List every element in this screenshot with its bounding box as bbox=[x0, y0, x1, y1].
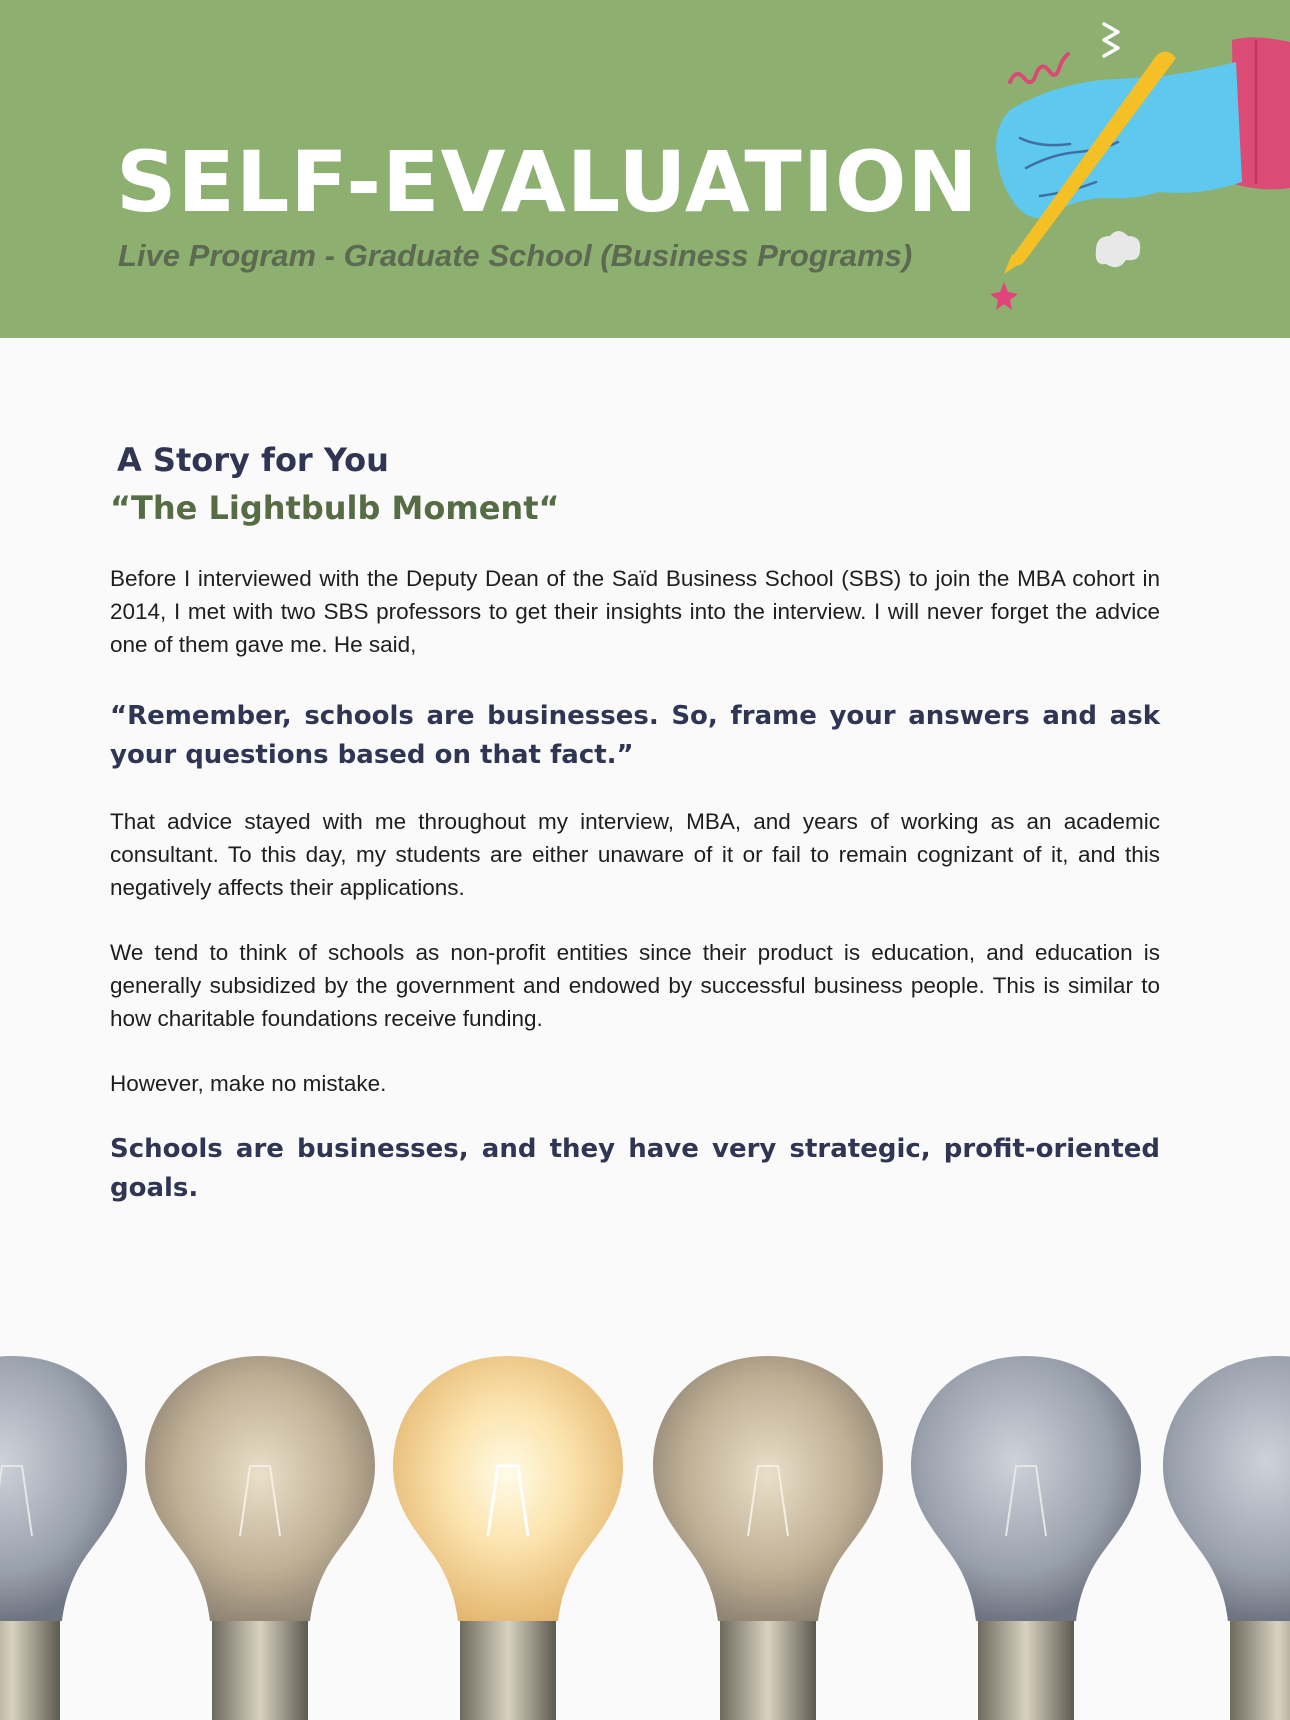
page-subtitle: Live Program - Graduate School (Business Programs) bbox=[118, 238, 913, 273]
story-section bbox=[110, 436, 1160, 1208]
paragraph-1: Before I interviewed with the Deputy Dean of the Saïd Business School (SBS) to join the MBA cohort in 2014, I met with two SBS professors to get their insights into the interview. I will never forget the advice one of them gave me. He said, bbox=[110, 566, 1160, 657]
hand-holding-pencil-icon bbox=[960, 0, 1290, 338]
header-banner bbox=[0, 0, 1290, 338]
paragraph-2: That advice stayed with me throughout my interview, MBA, and years of working as an academic consultant. To this day, my students are either unaware of it or fail to remain cognizant of it, and this negatively affects their applications. bbox=[110, 809, 1160, 900]
paragraph-3: We tend to think of schools as non-profit entities since their product is education, and education is generally subsidized by the government and endowed by successful business people. This is similar to how charitable foundations receive funding. bbox=[110, 940, 1160, 1031]
quote-1: “Remember, schools are businesses. So, frame your answers and ask your questions based on that fact.” bbox=[110, 701, 1160, 770]
page-title: SELF-EVALUATION bbox=[116, 133, 979, 231]
paragraph-4: However, make no mistake. bbox=[110, 1071, 387, 1096]
quote-2: Schools are businesses, and they have very strategic, profit-oriented goals. bbox=[110, 1134, 1160, 1203]
story-heading: A Story for You bbox=[117, 441, 389, 479]
story-subheading: “The Lightbulb Moment“ bbox=[110, 489, 560, 527]
lightbulbs-row-icon bbox=[0, 1340, 1290, 1720]
